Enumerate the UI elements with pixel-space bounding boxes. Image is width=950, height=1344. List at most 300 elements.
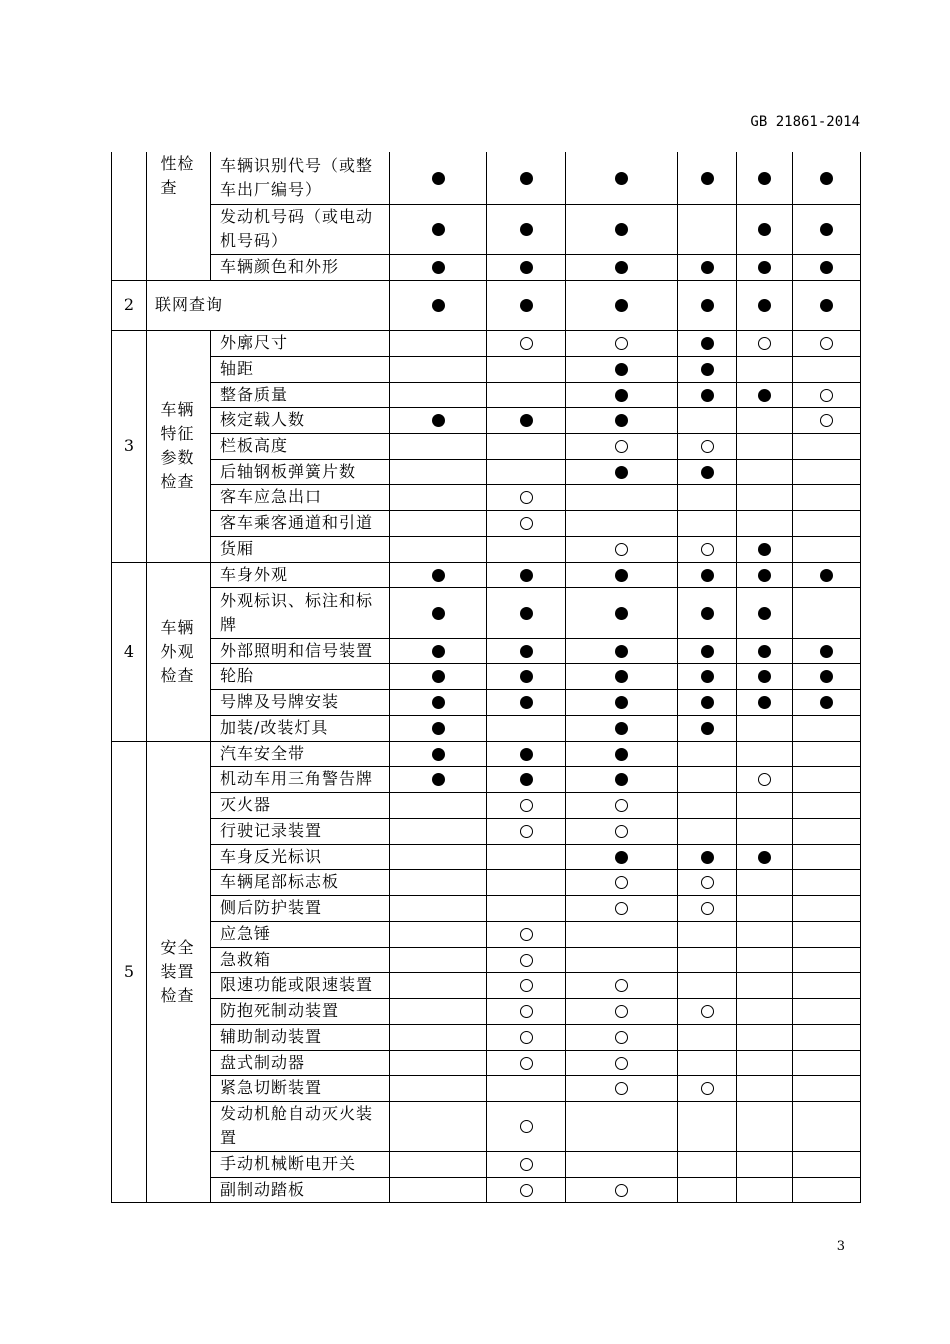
hollow-circle-mark	[615, 1184, 628, 1197]
table-row	[112, 663, 861, 689]
mark-cell	[487, 1075, 566, 1101]
table-row	[112, 1050, 861, 1075]
mark-cell	[678, 459, 737, 484]
filled-circle-mark	[758, 851, 771, 864]
filled-circle-mark	[758, 607, 771, 620]
mark-cell	[487, 818, 566, 844]
mark-cell	[793, 562, 861, 587]
mark-cell	[487, 356, 566, 382]
table-row	[112, 792, 861, 818]
hollow-circle-mark	[615, 825, 628, 838]
filled-circle-mark	[432, 748, 445, 761]
mark-cell	[566, 638, 678, 663]
mark-cell	[793, 792, 861, 818]
mark-cell	[737, 254, 793, 280]
mark-cell	[737, 484, 793, 510]
mark-cell	[737, 1101, 793, 1151]
mark-cell	[793, 1177, 861, 1202]
table-row	[112, 356, 861, 382]
mark-cell	[390, 254, 487, 280]
mark-cell	[737, 280, 793, 330]
mark-cell	[487, 459, 566, 484]
seq-number-cell	[112, 152, 147, 280]
mark-cell	[737, 715, 793, 741]
inspection-items-table	[111, 152, 861, 1203]
table-row	[112, 1101, 861, 1151]
mark-cell	[737, 407, 793, 433]
hollow-circle-mark	[615, 799, 628, 812]
table-row	[112, 459, 861, 484]
mark-cell	[390, 1101, 487, 1151]
mark-cell	[390, 433, 487, 459]
mark-cell	[487, 663, 566, 689]
mark-cell	[737, 844, 793, 869]
item-name-cell: 灭火器	[211, 792, 390, 818]
mark-cell	[390, 459, 487, 484]
filled-circle-mark	[520, 645, 533, 658]
hollow-circle-mark	[820, 389, 833, 402]
table-row	[112, 562, 861, 587]
mark-cell	[793, 484, 861, 510]
category-label: 车辆特征参数检查	[160, 400, 195, 491]
mark-cell	[678, 792, 737, 818]
mark-cell	[737, 998, 793, 1024]
mark-cell	[737, 766, 793, 792]
mark-cell	[566, 921, 678, 947]
mark-cell	[793, 1024, 861, 1050]
table-row	[112, 972, 861, 998]
filled-circle-mark	[615, 607, 628, 620]
mark-cell	[678, 1075, 737, 1101]
mark-cell	[737, 921, 793, 947]
hollow-circle-mark	[615, 876, 628, 889]
mark-cell	[793, 407, 861, 433]
item-name-cell: 后轴钢板弹簧片数	[211, 459, 390, 484]
mark-cell	[793, 972, 861, 998]
mark-cell	[566, 844, 678, 869]
mark-cell	[566, 715, 678, 741]
mark-cell	[737, 510, 793, 536]
filled-circle-mark	[758, 261, 771, 274]
filled-circle-mark	[615, 261, 628, 274]
filled-circle-mark	[615, 299, 628, 312]
mark-cell	[487, 844, 566, 869]
mark-cell	[390, 895, 487, 921]
mark-cell	[487, 921, 566, 947]
category-label: 车辆外观检查	[160, 617, 195, 685]
mark-cell	[678, 663, 737, 689]
mark-cell	[390, 792, 487, 818]
filled-circle-mark	[432, 223, 445, 236]
mark-cell	[566, 1075, 678, 1101]
hollow-circle-mark	[615, 1031, 628, 1044]
hollow-circle-mark	[615, 979, 628, 992]
mark-cell	[566, 895, 678, 921]
item-name-cell: 栏板高度	[211, 433, 390, 459]
filled-circle-mark	[432, 607, 445, 620]
table-row	[112, 1177, 861, 1202]
mark-cell	[793, 280, 861, 330]
item-name-cell: 防抱死制动装置	[211, 998, 390, 1024]
mark-cell	[566, 741, 678, 766]
mark-cell	[678, 638, 737, 663]
mark-cell	[793, 1101, 861, 1151]
mark-cell	[566, 382, 678, 407]
mark-cell	[737, 356, 793, 382]
mark-cell	[678, 587, 737, 638]
mark-cell	[390, 330, 487, 356]
hollow-circle-mark	[520, 979, 533, 992]
mark-cell	[566, 459, 678, 484]
filled-circle-mark	[520, 748, 533, 761]
filled-circle-mark	[520, 670, 533, 683]
seq-number-cell: 5	[112, 741, 147, 1202]
hollow-circle-mark	[520, 1158, 533, 1171]
mark-cell	[487, 869, 566, 895]
mark-cell	[793, 638, 861, 663]
table-row	[112, 741, 861, 766]
filled-circle-mark	[432, 773, 445, 786]
filled-circle-mark	[701, 670, 714, 683]
mark-cell	[487, 562, 566, 587]
hollow-circle-mark	[520, 799, 533, 812]
mark-cell	[487, 766, 566, 792]
filled-circle-mark	[615, 645, 628, 658]
mark-cell	[678, 1151, 737, 1177]
filled-circle-mark	[615, 696, 628, 709]
item-name-cell: 应急锤	[211, 921, 390, 947]
filled-circle-mark	[701, 569, 714, 582]
mark-cell	[793, 689, 861, 715]
mark-cell	[566, 587, 678, 638]
hollow-circle-mark	[615, 440, 628, 453]
mark-cell	[678, 972, 737, 998]
filled-circle-mark	[758, 223, 771, 236]
mark-cell	[678, 152, 737, 204]
hollow-circle-mark	[615, 1082, 628, 1095]
table-row	[112, 254, 861, 280]
table-row	[112, 998, 861, 1024]
table-row	[112, 407, 861, 433]
filled-circle-mark	[432, 261, 445, 274]
mark-cell	[566, 869, 678, 895]
mark-cell	[566, 1101, 678, 1151]
item-name-cell: 车辆尾部标志板	[211, 869, 390, 895]
filled-circle-mark	[432, 299, 445, 312]
mark-cell	[793, 510, 861, 536]
table-row	[112, 330, 861, 356]
hollow-circle-mark	[701, 876, 714, 889]
table-row	[112, 433, 861, 459]
mark-cell	[487, 1050, 566, 1075]
hollow-circle-mark	[520, 491, 533, 504]
mark-cell	[793, 766, 861, 792]
filled-circle-mark	[432, 670, 445, 683]
category-label: 安全装置检查	[160, 937, 195, 1005]
filled-circle-mark	[432, 172, 445, 185]
hollow-circle-mark	[520, 1184, 533, 1197]
mark-cell	[487, 741, 566, 766]
mark-cell	[390, 407, 487, 433]
mark-cell	[678, 1101, 737, 1151]
mark-cell	[793, 254, 861, 280]
item-name-cell: 发动机号码（或电动机号码）	[211, 204, 390, 254]
filled-circle-mark	[758, 172, 771, 185]
table-row	[112, 715, 861, 741]
filled-circle-mark	[520, 223, 533, 236]
item-name-cell: 号牌及号牌安装	[211, 689, 390, 715]
mark-cell	[678, 280, 737, 330]
mark-cell	[737, 1151, 793, 1177]
filled-circle-mark	[615, 773, 628, 786]
mark-cell	[737, 689, 793, 715]
filled-circle-mark	[520, 414, 533, 427]
filled-circle-mark	[520, 773, 533, 786]
mark-cell	[566, 562, 678, 587]
hollow-circle-mark	[758, 337, 771, 350]
mark-cell	[566, 947, 678, 972]
mark-cell	[487, 484, 566, 510]
item-name-cell: 客车应急出口	[211, 484, 390, 510]
mark-cell	[487, 407, 566, 433]
seq-number-cell: 2	[112, 280, 147, 330]
filled-circle-mark	[520, 607, 533, 620]
filled-circle-mark	[520, 299, 533, 312]
item-name-cell: 急救箱	[211, 947, 390, 972]
mark-cell	[566, 766, 678, 792]
mark-cell	[390, 152, 487, 204]
mark-cell	[678, 1177, 737, 1202]
item-name-cell: 核定载人数	[211, 407, 390, 433]
filled-circle-mark	[701, 299, 714, 312]
seq-number-cell: 4	[112, 562, 147, 741]
mark-cell	[566, 1050, 678, 1075]
mark-cell	[678, 818, 737, 844]
mark-cell	[566, 204, 678, 254]
table-row	[112, 204, 861, 254]
mark-cell	[678, 1050, 737, 1075]
filled-circle-mark	[701, 389, 714, 402]
filled-circle-mark	[520, 261, 533, 274]
item-name-cell: 紧急切断装置	[211, 1075, 390, 1101]
mark-cell	[390, 510, 487, 536]
item-name-cell: 手动机械断电开关	[211, 1151, 390, 1177]
filled-circle-mark	[432, 722, 445, 735]
mark-cell	[487, 280, 566, 330]
mark-cell	[737, 638, 793, 663]
table-row	[112, 844, 861, 869]
table-row	[112, 382, 861, 407]
mark-cell	[793, 1151, 861, 1177]
filled-circle-mark	[432, 645, 445, 658]
mark-cell	[793, 818, 861, 844]
filled-circle-mark	[615, 363, 628, 376]
mark-cell	[390, 844, 487, 869]
mark-cell	[793, 152, 861, 204]
mark-cell	[737, 562, 793, 587]
hollow-circle-mark	[615, 1057, 628, 1070]
hollow-circle-mark	[820, 414, 833, 427]
mark-cell	[487, 204, 566, 254]
filled-circle-mark	[758, 543, 771, 556]
mark-cell	[487, 536, 566, 562]
mark-cell	[390, 280, 487, 330]
mark-cell	[737, 382, 793, 407]
mark-cell	[678, 433, 737, 459]
filled-circle-mark	[820, 223, 833, 236]
filled-circle-mark	[758, 696, 771, 709]
item-name-cell: 车身反光标识	[211, 844, 390, 869]
filled-circle-mark	[432, 414, 445, 427]
item-name-cell: 联网查询	[147, 280, 390, 330]
filled-circle-mark	[701, 466, 714, 479]
filled-circle-mark	[701, 363, 714, 376]
table-row	[112, 638, 861, 663]
hollow-circle-mark	[615, 337, 628, 350]
mark-cell	[678, 921, 737, 947]
mark-cell	[793, 330, 861, 356]
mark-cell	[678, 689, 737, 715]
hollow-circle-mark	[520, 1120, 533, 1133]
mark-cell	[390, 998, 487, 1024]
item-name-cell: 轴距	[211, 356, 390, 382]
page-number: 3	[836, 1239, 845, 1254]
item-name-cell: 发动机舱自动灭火装置	[211, 1101, 390, 1151]
mark-cell	[737, 204, 793, 254]
filled-circle-mark	[432, 569, 445, 582]
table-row	[112, 1024, 861, 1050]
mark-cell	[487, 1177, 566, 1202]
mark-cell	[566, 510, 678, 536]
mark-cell	[678, 741, 737, 766]
mark-cell	[793, 459, 861, 484]
mark-cell	[390, 356, 487, 382]
hollow-circle-mark	[701, 902, 714, 915]
mark-cell	[737, 1177, 793, 1202]
item-name-cell: 加装/改装灯具	[211, 715, 390, 741]
mark-cell	[487, 972, 566, 998]
mark-cell	[390, 972, 487, 998]
mark-cell	[793, 844, 861, 869]
filled-circle-mark	[758, 645, 771, 658]
hollow-circle-mark	[701, 440, 714, 453]
mark-cell	[390, 1024, 487, 1050]
category-cell	[147, 562, 211, 741]
hollow-circle-mark	[820, 337, 833, 350]
standard-code: GB 21861-2014	[750, 114, 860, 130]
table-row	[112, 766, 861, 792]
table-row	[112, 895, 861, 921]
mark-cell	[793, 998, 861, 1024]
mark-cell	[390, 1075, 487, 1101]
item-name-cell: 副制动踏板	[211, 1177, 390, 1202]
mark-cell	[390, 1151, 487, 1177]
mark-cell	[678, 204, 737, 254]
mark-cell	[793, 382, 861, 407]
table-row	[112, 869, 861, 895]
item-name-cell: 盘式制动器	[211, 1050, 390, 1075]
mark-cell	[390, 741, 487, 766]
table-row	[112, 921, 861, 947]
mark-cell	[487, 254, 566, 280]
mark-cell	[487, 330, 566, 356]
mark-cell	[793, 204, 861, 254]
mark-cell	[390, 1177, 487, 1202]
mark-cell	[566, 818, 678, 844]
filled-circle-mark	[701, 261, 714, 274]
hollow-circle-mark	[615, 1005, 628, 1018]
mark-cell	[487, 1024, 566, 1050]
mark-cell	[793, 1075, 861, 1101]
item-name-cell: 整备质量	[211, 382, 390, 407]
mark-cell	[390, 587, 487, 638]
item-name-cell: 外部照明和信号装置	[211, 638, 390, 663]
mark-cell	[793, 947, 861, 972]
item-name-cell: 外廓尺寸	[211, 330, 390, 356]
item-name-cell: 机动车用三角警告牌	[211, 766, 390, 792]
filled-circle-mark	[820, 299, 833, 312]
mark-cell	[487, 715, 566, 741]
mark-cell	[793, 587, 861, 638]
mark-cell	[487, 382, 566, 407]
mark-cell	[678, 484, 737, 510]
mark-cell	[566, 972, 678, 998]
mark-cell	[793, 869, 861, 895]
hollow-circle-mark	[520, 337, 533, 350]
category-label: 性检查	[160, 154, 195, 197]
mark-cell	[390, 663, 487, 689]
filled-circle-mark	[820, 696, 833, 709]
table-row	[112, 818, 861, 844]
item-name-cell: 限速功能或限速装置	[211, 972, 390, 998]
mark-cell	[793, 536, 861, 562]
mark-cell	[793, 433, 861, 459]
mark-cell	[678, 947, 737, 972]
filled-circle-mark	[820, 645, 833, 658]
mark-cell	[737, 663, 793, 689]
mark-cell	[566, 356, 678, 382]
mark-cell	[566, 536, 678, 562]
filled-circle-mark	[615, 670, 628, 683]
category-cell	[147, 152, 211, 280]
filled-circle-mark	[758, 299, 771, 312]
mark-cell	[737, 536, 793, 562]
mark-cell	[566, 1024, 678, 1050]
mark-cell	[678, 562, 737, 587]
filled-circle-mark	[520, 696, 533, 709]
hollow-circle-mark	[758, 773, 771, 786]
filled-circle-mark	[701, 172, 714, 185]
filled-circle-mark	[432, 696, 445, 709]
mark-cell	[390, 766, 487, 792]
mark-cell	[793, 715, 861, 741]
mark-cell	[566, 792, 678, 818]
mark-cell	[737, 792, 793, 818]
hollow-circle-mark	[520, 825, 533, 838]
filled-circle-mark	[615, 851, 628, 864]
mark-cell	[390, 818, 487, 844]
table-row	[112, 947, 861, 972]
mark-cell	[678, 407, 737, 433]
filled-circle-mark	[615, 172, 628, 185]
filled-circle-mark	[701, 607, 714, 620]
filled-circle-mark	[820, 670, 833, 683]
filled-circle-mark	[758, 389, 771, 402]
mark-cell	[566, 152, 678, 204]
category-cell	[147, 330, 211, 562]
table-row	[112, 510, 861, 536]
hollow-circle-mark	[520, 1031, 533, 1044]
